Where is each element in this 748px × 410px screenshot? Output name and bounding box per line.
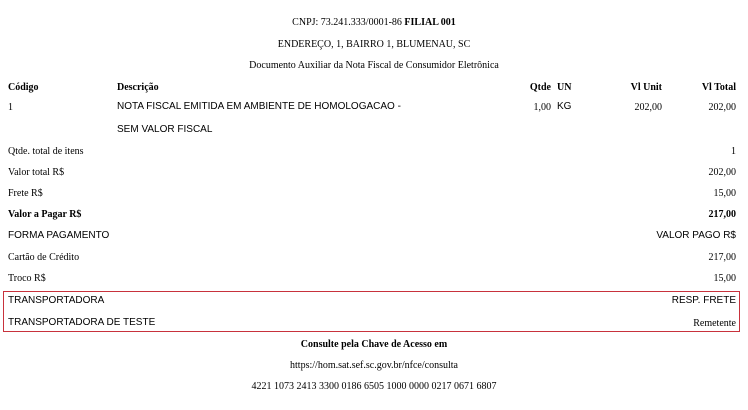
change-label: Troco R$ <box>8 273 46 284</box>
header-unit: UN <box>557 82 572 93</box>
payment-method-value: 217,00 <box>708 252 736 263</box>
cnpj-text: CNPJ: 73.241.333/0001-86 <box>292 17 402 28</box>
item-unit: KG <box>557 101 572 112</box>
item-qty: 1,00 <box>533 102 551 113</box>
company-address: ENDEREÇO, 1, BAIRRO 1, BLUMENAU, SC <box>277 39 471 50</box>
freight-resp-value: Remetente <box>693 318 736 329</box>
change-value: 15,00 <box>713 273 736 284</box>
store-name: FILIAL 001 <box>404 17 456 28</box>
freight-label: Frete R$ <box>8 188 43 199</box>
item-code: 1 <box>8 102 13 113</box>
header-total-value: Vl Total <box>701 82 736 93</box>
payment-form-label: FORMA PAGAMENTO <box>8 230 110 241</box>
item-description-line2: SEM VALOR FISCAL <box>117 124 213 135</box>
items-count-label: Qtde. total de itens <box>8 146 84 157</box>
item-total-value: 202,00 <box>708 102 736 113</box>
total-value: 202,00 <box>708 167 736 178</box>
consult-url[interactable]: https://hom.sat.sef.sc.gov.br/nfce/consulta <box>290 360 458 371</box>
access-key: 4221 1073 2413 3300 0186 6505 1000 0000 0217 0671 6807 <box>251 381 497 392</box>
header-description: Descrição <box>117 82 159 93</box>
paid-value-label: VALOR PAGO R$ <box>656 230 736 241</box>
item-description-line1: NOTA FISCAL EMITIDA EM AMBIENTE DE HOMOLOGACAO - <box>117 101 401 112</box>
header-qty: Qtde <box>529 82 551 93</box>
items-count-value: 1 <box>731 146 736 157</box>
freight-resp-label: RESP. FRETE <box>671 295 736 306</box>
freight-value: 15,00 <box>713 188 736 199</box>
carrier-label: TRANSPORTADORA <box>8 295 105 306</box>
to-pay-label: Valor a Pagar R$ <box>8 209 82 220</box>
payment-method-label: Cartão de Crédito <box>8 252 80 263</box>
company-cnpj-line <box>0 17 748 28</box>
header-unit-value: Vl Unit <box>630 82 662 93</box>
carrier-name: TRANSPORTADORA DE TESTE <box>8 317 156 328</box>
consult-title: Consulte pela Chave de Acesso em <box>300 339 448 350</box>
to-pay-value: 217,00 <box>708 209 736 220</box>
document-title: Documento Auxiliar da Nota Fiscal de Consumidor Eletrônica <box>249 60 499 71</box>
item-unit-value: 202,00 <box>634 102 662 113</box>
header-code: Código <box>8 82 39 93</box>
total-label: Valor total R$ <box>8 167 65 178</box>
